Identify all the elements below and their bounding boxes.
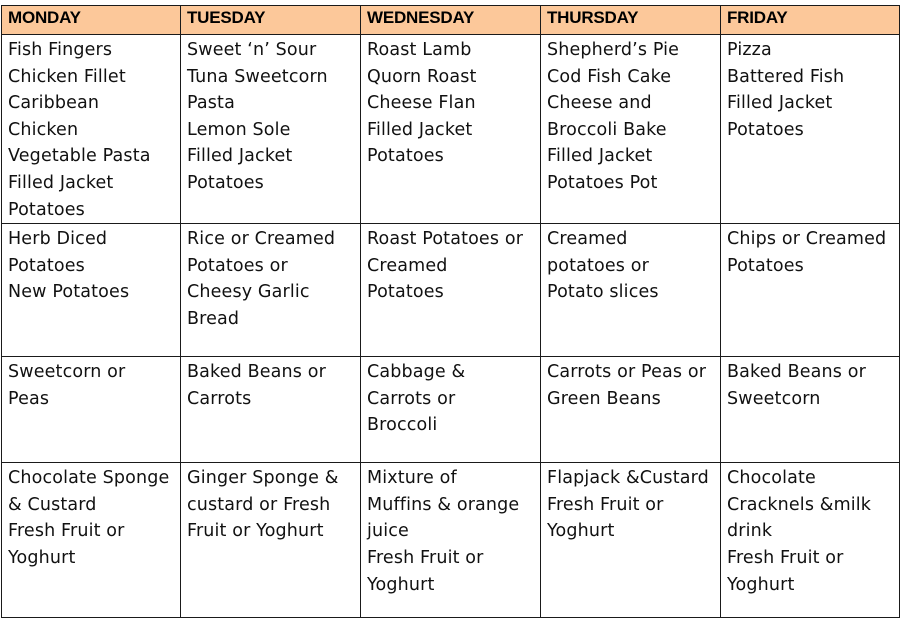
menu-item-line: Fruit or Yoghurt xyxy=(187,521,324,542)
day-header-monday: MONDAY xyxy=(2,6,181,35)
menu-item-line: Potatoes xyxy=(8,199,85,220)
menu-item-line: Flapjack &Custard xyxy=(547,468,709,489)
menu-item-line: Cabbage & xyxy=(367,362,466,383)
lunch-menu-table xyxy=(1,5,900,618)
menu-item-line: Filled Jacket xyxy=(547,146,653,167)
menu-item-line: Carrots or xyxy=(367,388,456,409)
menu-cell-monday xyxy=(2,357,181,463)
menu-item-line: Fresh Fruit or xyxy=(547,494,664,515)
day-header-thursday: THURSDAY xyxy=(541,6,721,35)
menu-item-line: Yoghurt xyxy=(727,574,795,595)
menu-item-line: Potatoes xyxy=(8,255,85,276)
menu-item-line: Peas xyxy=(8,388,50,409)
menu-cell-wednesday xyxy=(361,35,541,224)
menu-cell-friday xyxy=(721,35,900,224)
menu-item-line: Baked Beans or xyxy=(727,362,866,383)
menu-item-line: Potatoes xyxy=(727,255,804,276)
menu-item-line: custard or Fresh xyxy=(187,494,331,515)
day-header-wednesday: WEDNESDAY xyxy=(361,6,541,35)
menu-item-line: Potatoes xyxy=(727,119,804,140)
menu-cell-monday xyxy=(2,224,181,357)
menu-item-line: New Potatoes xyxy=(8,282,130,303)
menu-item-line: Potatoes xyxy=(367,146,444,167)
menu-cell-thursday xyxy=(541,357,721,463)
menu-cell-wednesday xyxy=(361,357,541,463)
day-header-tuesday: TUESDAY xyxy=(181,6,361,35)
menu-item-line: Green Beans xyxy=(547,388,661,409)
menu-item-line: Sweetcorn or xyxy=(8,362,126,383)
menu-item-line: Tuna Sweetcorn xyxy=(187,66,328,87)
menu-item-line: Potatoes or xyxy=(187,255,288,276)
menu-item-line: Ginger Sponge & xyxy=(187,468,339,489)
menu-item-line: Shepherd’s Pie xyxy=(547,40,680,60)
potatoes-row xyxy=(2,224,900,357)
menu-item-line: Broccoli Bake xyxy=(547,119,667,140)
menu-item-line: Filled Jacket xyxy=(187,146,293,167)
menu-item-line: Fresh Fruit or xyxy=(727,547,844,568)
menu-item-line: Fresh Fruit or xyxy=(367,547,484,568)
menu-cell-tuesday xyxy=(181,357,361,463)
menu-item-line: drink xyxy=(727,521,773,542)
vegetables-row xyxy=(2,357,900,463)
menu-item-line: Lemon Sole xyxy=(187,119,291,140)
main-course-row xyxy=(2,35,900,224)
dessert-row xyxy=(2,463,900,618)
menu-item-line: Potatoes xyxy=(187,172,264,193)
menu-item-line: Vegetable Pasta xyxy=(8,146,151,167)
menu-item-line: Muffins & orange xyxy=(367,494,520,515)
menu-cell-monday xyxy=(2,463,181,618)
menu-cell-friday xyxy=(721,357,900,463)
menu-cell-friday xyxy=(721,463,900,618)
menu-cell-tuesday xyxy=(181,463,361,618)
menu-item-line: Sweet ‘n’ Sour xyxy=(187,40,317,60)
menu-item-line: Creamed xyxy=(367,255,448,276)
menu-item-line: Yoghurt xyxy=(367,574,435,595)
menu-item-line: potatoes or xyxy=(547,255,649,276)
menu-item-line: Fish Fingers xyxy=(8,40,113,60)
menu-item-line: Roast Lamb xyxy=(367,40,472,60)
menu-item-line: Carrots xyxy=(187,388,252,409)
menu-item-line: Chicken Fillet xyxy=(8,66,126,87)
menu-item-line: Chips or Creamed xyxy=(727,229,887,250)
menu-item-line: Roast Potatoes or xyxy=(367,229,524,250)
menu-item-line: Sweetcorn xyxy=(727,388,821,409)
menu-item-line: Herb Diced xyxy=(8,229,108,250)
day-header-friday: FRIDAY xyxy=(721,6,900,35)
menu-item-line: Baked Beans or xyxy=(187,362,326,383)
menu-item-line: Chocolate Sponge xyxy=(8,468,170,489)
day-header-row xyxy=(2,6,900,35)
menu-item-line: Mixture of xyxy=(367,468,457,489)
menu-item-line: Creamed xyxy=(547,229,628,250)
menu-cell-friday xyxy=(721,224,900,357)
menu-cell-thursday xyxy=(541,224,721,357)
menu-item-line: & Custard xyxy=(8,494,97,515)
menu-item-line: Cheesy Garlic xyxy=(187,282,310,303)
menu-item-line: Potatoes xyxy=(367,282,444,303)
menu-item-line: Chicken xyxy=(8,119,79,140)
menu-cell-wednesday xyxy=(361,463,541,618)
menu-item-line: Cheese and xyxy=(547,93,652,114)
menu-item-line: Pasta xyxy=(187,93,235,114)
menu-item-line: Quorn Roast xyxy=(367,66,477,87)
menu-cell-thursday xyxy=(541,35,721,224)
menu-item-line: Fresh Fruit or xyxy=(8,521,125,542)
menu-item-line: Filled Jacket xyxy=(367,119,473,140)
menu-item-line: Rice or Creamed xyxy=(187,229,336,250)
menu-item-line: Yoghurt xyxy=(547,521,615,542)
menu-item-line: Caribbean xyxy=(8,93,100,114)
menu-cell-monday xyxy=(2,35,181,224)
menu-item-line: Yoghurt xyxy=(8,547,76,568)
menu-cell-wednesday xyxy=(361,224,541,357)
menu-item-line: Battered Fish xyxy=(727,66,845,87)
menu-item-line: Carrots or Peas or xyxy=(547,362,707,383)
menu-item-line: Pizza xyxy=(727,40,772,60)
menu-item-line: Potato slices xyxy=(547,282,659,303)
menu-cell-tuesday xyxy=(181,35,361,224)
menu-item-line: Cheese Flan xyxy=(367,93,476,114)
menu-item-line: Broccoli xyxy=(367,415,438,436)
menu-item-line: Cracknels &milk xyxy=(727,494,872,515)
menu-item-line: Cod Fish Cake xyxy=(547,66,672,87)
menu-cell-thursday xyxy=(541,463,721,618)
menu-item-line: juice xyxy=(367,521,409,542)
menu-item-line: Filled Jacket xyxy=(727,93,833,114)
menu-cell-tuesday xyxy=(181,224,361,357)
menu-item-line: Chocolate xyxy=(727,468,816,489)
menu-item-line: Potatoes Pot xyxy=(547,172,658,193)
menu-item-line: Bread xyxy=(187,308,240,329)
menu-item-line: Filled Jacket xyxy=(8,172,114,193)
